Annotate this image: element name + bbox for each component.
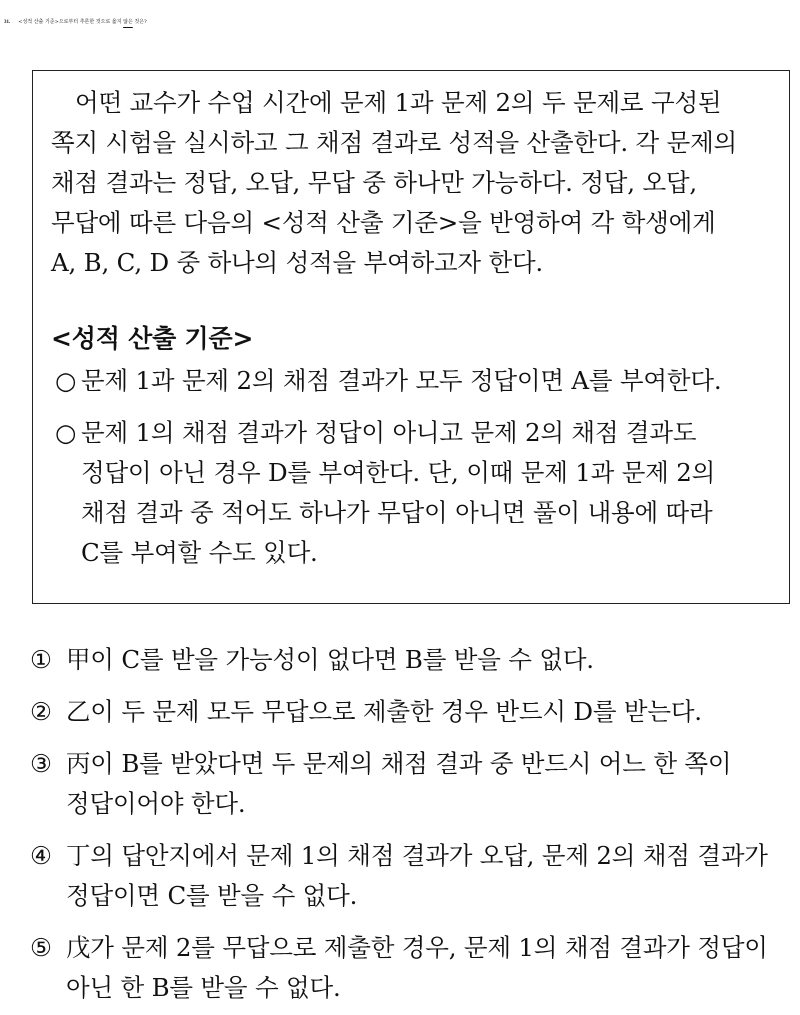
passage-line: 채점 결과는 정답, 오답, 무답 중 하나만 가능하다. 정답, 오답,	[51, 168, 697, 197]
criteria-line: 문제 1의 채점 결과가 정답이 아니고 문제 2의 채점 결과도	[81, 418, 697, 447]
passage-line: 쪽지 시험을 실시하고 그 채점 결과로 성적을 산출한다. 각 문제의	[51, 128, 738, 157]
passage-line: 무답에 따른 다음의 <성적 산출 기준>을 반영하여 각 학생에게	[51, 208, 716, 237]
passage-line: A, B, C, D 중 하나의 성적을 부여하고자 한다.	[51, 248, 544, 277]
criteria-line: C를 부여할 수도 있다.	[81, 538, 318, 567]
choice-number: ③	[30, 749, 52, 778]
choice-text: 戊가 문제 2를 무답으로 제출한 경우, 문제 1의 채점 결과가 정답이	[66, 933, 768, 962]
criteria-title: <성적 산출 기준>	[51, 324, 254, 353]
bullet-icon: ○	[55, 366, 77, 395]
choice-text-continued: 아닌 한 B를 받을 수 없다.	[66, 973, 341, 1002]
criteria-item	[55, 363, 721, 399]
choice-text: 甲이 C를 받을 가능성이 없다면 B를 받을 수 없다.	[66, 645, 594, 674]
question-text-underlined: 않은	[123, 19, 133, 25]
question-stem	[4, 4, 794, 41]
criteria-line: 정답이 아닌 경우 D를 부여한다. 단, 이때 문제 1과 문제 2의	[81, 458, 716, 487]
choice-number: ②	[30, 697, 52, 726]
choice-number: ⑤	[30, 933, 52, 962]
choice-text-continued: 정답이어야 한다.	[66, 789, 246, 818]
question-text-after: 것은?	[132, 19, 147, 25]
choice-3[interactable]	[30, 746, 731, 782]
choice-2[interactable]	[30, 694, 702, 730]
question-number: 31.	[4, 20, 11, 25]
criteria-line: 문제 1과 문제 2의 채점 결과가 모두 정답이면 A를 부여한다.	[81, 366, 722, 395]
passage-box	[32, 70, 790, 604]
question-text-before: <성적 산출 기준>으로부터 추론한 것으로 옳지	[18, 19, 124, 25]
choice-5[interactable]	[30, 930, 768, 966]
bullet-icon: ○	[55, 418, 77, 447]
choice-1[interactable]	[30, 642, 594, 678]
choice-text: 丁의 답안지에서 문제 1의 채점 결과가 오답, 문제 2의 채점 결과가	[66, 841, 768, 870]
choice-text-continued: 정답이면 C를 받을 수 없다.	[66, 881, 358, 910]
choice-4[interactable]	[30, 838, 768, 874]
passage-line: 어떤 교수가 수업 시간에 문제 1과 문제 2의 두 문제로 구성된	[75, 88, 722, 117]
choice-text: 丙이 B를 받았다면 두 문제의 채점 결과 중 반드시 어느 한 쪽이	[66, 749, 732, 778]
criteria-item	[55, 415, 696, 451]
choice-number: ①	[30, 645, 52, 674]
criteria-line: 채점 결과 중 적어도 하나가 무답이 아니면 풀이 내용에 따라	[81, 498, 713, 527]
choice-number: ④	[30, 841, 52, 870]
choice-text: 乙이 두 문제 모두 무답으로 제출한 경우 반드시 D를 받는다.	[66, 697, 702, 726]
